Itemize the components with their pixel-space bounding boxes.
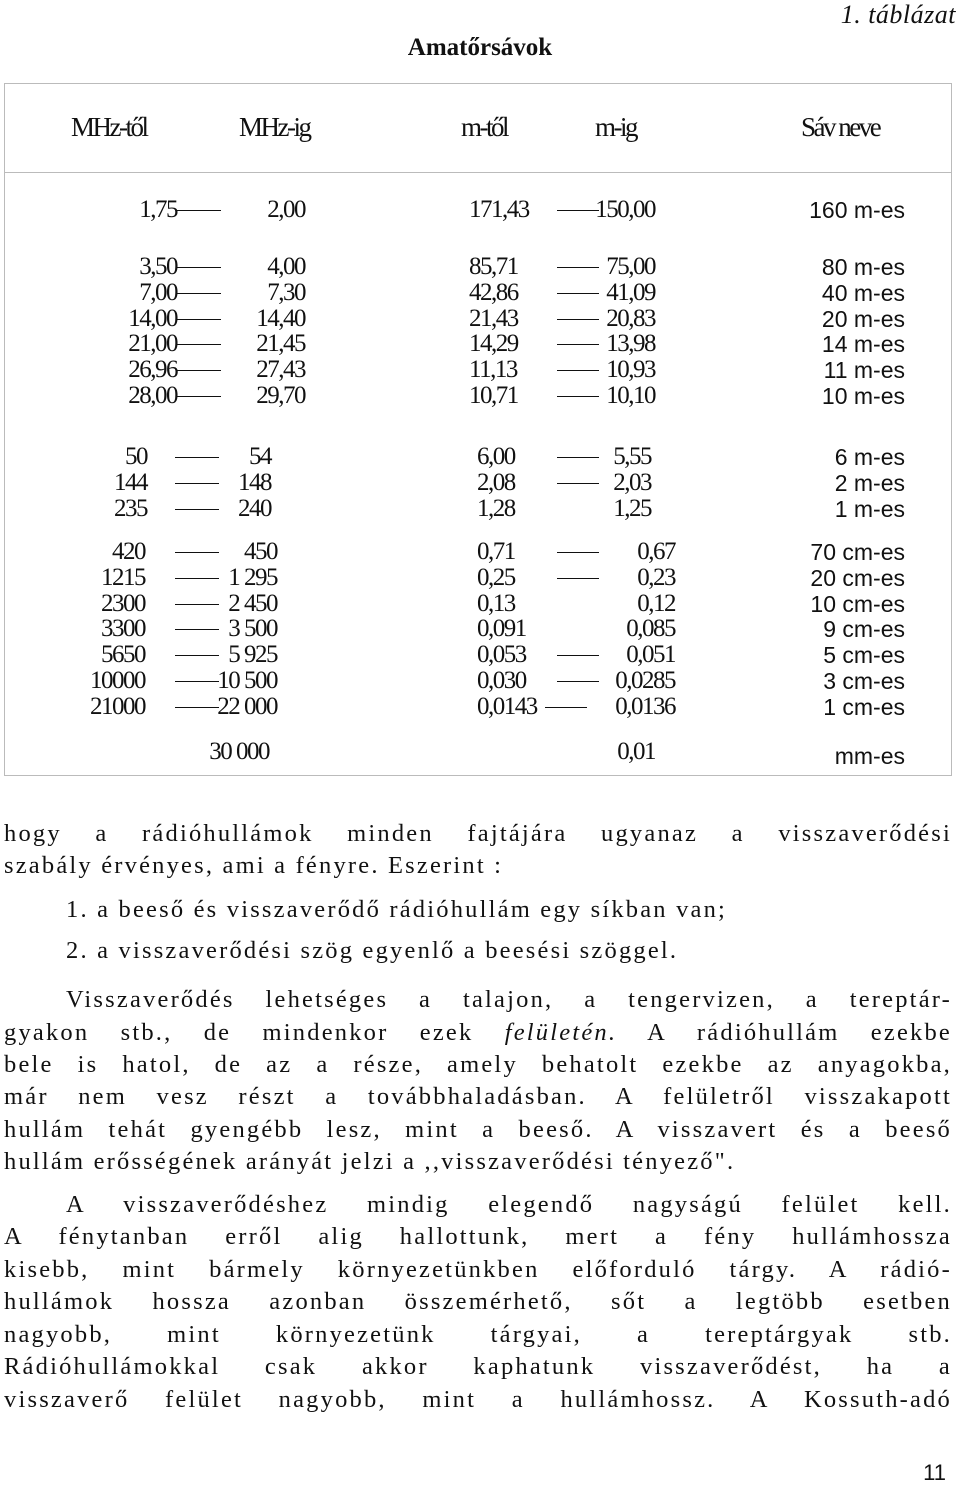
- text-span: gyakon stb., de mindenkor ezek: [4, 1019, 505, 1046]
- table-row: [5, 591, 951, 617]
- mhz-to-cell: 7,30: [267, 278, 305, 306]
- mhz-from-cell: 420: [112, 538, 145, 565]
- mhz-from-cell: 5650: [101, 641, 145, 669]
- table-row: [5, 642, 951, 668]
- text-line: A visszaverődéshez mindig elegendő nagyságú felület kell.: [66, 1191, 952, 1218]
- band-name-cell: 11 m-es: [823, 357, 905, 384]
- m-to-cell: 41,09: [606, 278, 655, 306]
- text-line: bele is hatol, de az a része, amely behatolt ezekbe az anyagokba,: [4, 1051, 952, 1078]
- m-from-cell: 0,25: [477, 563, 515, 591]
- mhz-from-cell: 3300: [101, 615, 145, 643]
- range-dash: [177, 210, 221, 211]
- text-line: kisebb, mint bármely környezetünkben előforduló tárgy. A rádió-: [4, 1256, 952, 1283]
- mhz-from-cell: 1,75: [139, 196, 177, 223]
- mhz-to-cell: 4,00: [267, 253, 305, 280]
- m-to-cell: 0,0136: [615, 692, 675, 720]
- m-to-cell: 5,55: [613, 443, 651, 470]
- range-dash: [557, 483, 599, 484]
- range-dash: [557, 552, 599, 553]
- mhz-from-cell: 10000: [90, 667, 145, 694]
- band-name-cell: 20 cm-es: [810, 564, 905, 591]
- band-name-cell: 9 cm-es: [823, 616, 905, 643]
- range-dash: [557, 210, 599, 211]
- table-header: [5, 84, 951, 173]
- m-to-cell: 0,085: [626, 615, 675, 643]
- table-row: [5, 539, 951, 565]
- table-row: [5, 694, 951, 720]
- emphasis-text: felületén.: [504, 1019, 618, 1046]
- mhz-to-cell: 10 500: [217, 667, 277, 694]
- range-dash: [557, 267, 599, 268]
- band-name-cell: 10 cm-es: [810, 590, 905, 617]
- m-from-cell: 0,71: [477, 538, 515, 565]
- mhz-to-cell: 5 925: [228, 641, 277, 669]
- mhz-to-cell: 3 500: [228, 615, 277, 643]
- mhz-from-cell: 7,00: [139, 278, 177, 306]
- m-to-cell: 10,93: [606, 356, 655, 384]
- m-to-cell: 0,0285: [615, 667, 675, 694]
- band-name-cell: 14 m-es: [821, 331, 905, 358]
- mhz-from-cell: 2300: [101, 589, 145, 617]
- table-title: Amatőrsávok: [407, 34, 553, 61]
- table-row: [5, 565, 951, 591]
- range-dash: [175, 457, 219, 458]
- range-dash: [557, 655, 599, 656]
- range-dash: [557, 396, 599, 397]
- m-from-cell: 0,0143: [477, 692, 537, 720]
- band-name-cell: 80 m-es: [821, 254, 905, 280]
- header-m-from: m-től: [461, 112, 507, 142]
- text-line: Visszaverődés lehetséges a talajon, a tengervizen, a tereptár-: [66, 986, 952, 1013]
- m-from-cell: 2,08: [477, 468, 515, 496]
- range-dash: [557, 344, 599, 345]
- mhz-to-cell: 240: [238, 494, 271, 522]
- text-line: hullám erősségének arányát jelzi a ,,visszaverődési tényező".: [4, 1148, 736, 1175]
- text-line: hullám tehát gyengébb lesz, mint a beeső. A visszavert és a beeső: [4, 1116, 952, 1143]
- text-line: [4, 1017, 952, 1049]
- mhz-from-cell: 14,00: [128, 304, 177, 332]
- mhz-from-cell: 26,96: [128, 356, 177, 384]
- header-mhz-from: MHz-től: [71, 112, 147, 142]
- text-line: Rádióhullámokkal csak akkor kaphatunk visszaverődést, ha a: [4, 1353, 952, 1380]
- m-to-cell: 0,12: [637, 589, 675, 617]
- band-name-cell: 40 m-es: [821, 279, 905, 306]
- m-from-cell: 0,13: [477, 589, 515, 617]
- table-row: [5, 357, 951, 383]
- range-dash: [175, 552, 219, 553]
- range-dash: [175, 509, 219, 510]
- band-name-cell: 2 m-es: [834, 469, 905, 496]
- range-dash: [557, 681, 599, 682]
- mhz-to-cell: 14,40: [256, 304, 305, 332]
- range-dash: [177, 370, 221, 371]
- table-row: [5, 197, 951, 223]
- mhz-from-cell: 21000: [90, 692, 145, 720]
- m-to-cell: 0,01: [617, 738, 655, 765]
- mhz-from-cell: 21,00: [128, 330, 177, 358]
- mhz-to-cell: 30 000: [209, 738, 269, 765]
- range-dash: [557, 578, 599, 579]
- m-to-cell: 150,00: [595, 196, 655, 223]
- table-row: [5, 496, 951, 522]
- mhz-to-cell: 450: [244, 538, 277, 565]
- range-dash: [177, 344, 221, 345]
- m-from-cell: 6,00: [477, 443, 515, 470]
- m-from-cell: 42,86: [469, 278, 518, 306]
- range-dash: [175, 629, 219, 630]
- table-number-label: 1. táblázat: [840, 0, 956, 29]
- range-dash: [175, 604, 219, 605]
- m-from-cell: 14,29: [469, 330, 518, 358]
- m-to-cell: 1,25: [613, 494, 651, 522]
- m-from-cell: 171,43: [469, 196, 529, 223]
- table-row: [5, 306, 951, 332]
- range-dash: [177, 267, 221, 268]
- mhz-from-cell: 144: [114, 468, 147, 496]
- table-row: [5, 331, 951, 357]
- mhz-to-cell: 54: [249, 443, 271, 470]
- mhz-to-cell: 148: [238, 468, 271, 496]
- text-line: nagyobb, mint környezetünk tárgyai, a tereptárgyak stb.: [4, 1321, 952, 1348]
- band-name-cell: mm-es: [834, 743, 905, 769]
- mhz-to-cell: 2 450: [228, 589, 277, 617]
- m-from-cell: 0,030: [477, 667, 526, 694]
- table-row: [5, 383, 951, 409]
- mhz-to-cell: 29,70: [256, 382, 305, 409]
- range-dash: [557, 370, 599, 371]
- m-to-cell: 2,03: [613, 468, 651, 496]
- band-name-cell: 10 m-es: [821, 383, 905, 409]
- text-span: A rádióhullám ezekbe: [617, 1019, 952, 1046]
- band-name-cell: 1 cm-es: [823, 693, 905, 720]
- mhz-to-cell: 27,43: [256, 356, 305, 384]
- m-from-cell: 10,71: [469, 382, 518, 409]
- table-row: [5, 280, 951, 306]
- list-item: 1. a beeső és visszaverődő rádióhullám egy síkban van;: [66, 896, 728, 923]
- text-line: hullámok hossza azonban összemérhető, sőt a legtöbb esetben: [4, 1288, 952, 1315]
- m-to-cell: 0,051: [626, 641, 675, 669]
- band-name-cell: 6 m-es: [834, 444, 905, 470]
- mhz-to-cell: 22 000: [217, 692, 277, 720]
- range-dash: [175, 707, 219, 708]
- m-to-cell: 20,83: [606, 304, 655, 332]
- band-name-cell: 5 cm-es: [823, 642, 905, 669]
- m-from-cell: 85,71: [469, 253, 518, 280]
- table-row: [5, 668, 951, 694]
- range-dash: [177, 319, 221, 320]
- table-row: [5, 444, 951, 470]
- range-dash: [175, 681, 219, 682]
- band-name-cell: 20 m-es: [821, 305, 905, 332]
- m-from-cell: 0,053: [477, 641, 526, 669]
- text-line: szabály érvényes, ami a fényre. Eszerint :: [4, 852, 504, 879]
- range-dash: [557, 457, 599, 458]
- table-row: [5, 470, 951, 496]
- range-dash: [175, 483, 219, 484]
- mhz-from-cell: 3,50: [139, 253, 177, 280]
- range-dash: [175, 655, 219, 656]
- band-name-cell: 160 m-es: [809, 197, 905, 223]
- header-m-to: m-ig: [595, 112, 636, 142]
- mhz-to-cell: 2,00: [267, 196, 305, 223]
- mhz-from-cell: 28,00: [128, 382, 177, 409]
- mhz-from-cell: 235: [114, 494, 147, 522]
- m-to-cell: 10,10: [606, 382, 655, 409]
- header-band-name: Sáv neve: [801, 112, 880, 142]
- table-row: [5, 616, 951, 642]
- amateur-bands-table: [4, 83, 952, 776]
- text-line: már nem vesz részt a továbbhaladásban. A felületről visszakapott: [4, 1083, 952, 1110]
- mhz-from-cell: 50: [125, 443, 147, 470]
- text-line: visszaverő felület nagyobb, mint a hullámhossz. A Kossuth-adó: [4, 1386, 952, 1413]
- range-dash: [557, 319, 599, 320]
- list-item: 2. a visszaverődési szög egyenlő a beesési szöggel.: [66, 937, 679, 964]
- band-name-cell: 70 cm-es: [810, 539, 905, 565]
- header-mhz-to: MHz-ig: [239, 112, 310, 142]
- mhz-from-cell: 1215: [101, 563, 145, 591]
- text-line: hogy a rádióhullámok minden fajtájára ugyanaz a visszaverődési: [4, 820, 952, 847]
- mhz-to-cell: 21,45: [256, 330, 305, 358]
- band-name-cell: 1 m-es: [834, 495, 905, 522]
- m-to-cell: 0,67: [637, 538, 675, 565]
- m-to-cell: 75,00: [606, 253, 655, 280]
- range-dash: [545, 707, 587, 708]
- mhz-to-cell: 1 295: [228, 563, 277, 591]
- m-from-cell: 21,43: [469, 304, 518, 332]
- m-from-cell: 0,091: [477, 615, 526, 643]
- range-dash: [177, 293, 221, 294]
- m-from-cell: 11,13: [469, 356, 517, 384]
- table-row: [5, 254, 951, 280]
- band-name-cell: 3 cm-es: [823, 668, 905, 694]
- range-dash: [557, 293, 599, 294]
- range-dash: [177, 396, 221, 397]
- m-to-cell: 13,98: [606, 330, 655, 358]
- text-line: A fénytanban erről alig hallottunk, mert a fény hullámhossza: [4, 1223, 952, 1250]
- range-dash: [175, 578, 219, 579]
- m-from-cell: 1,28: [477, 494, 515, 522]
- page-number: 11: [923, 1460, 946, 1485]
- table-row: [5, 738, 951, 769]
- m-to-cell: 0,23: [637, 563, 675, 591]
